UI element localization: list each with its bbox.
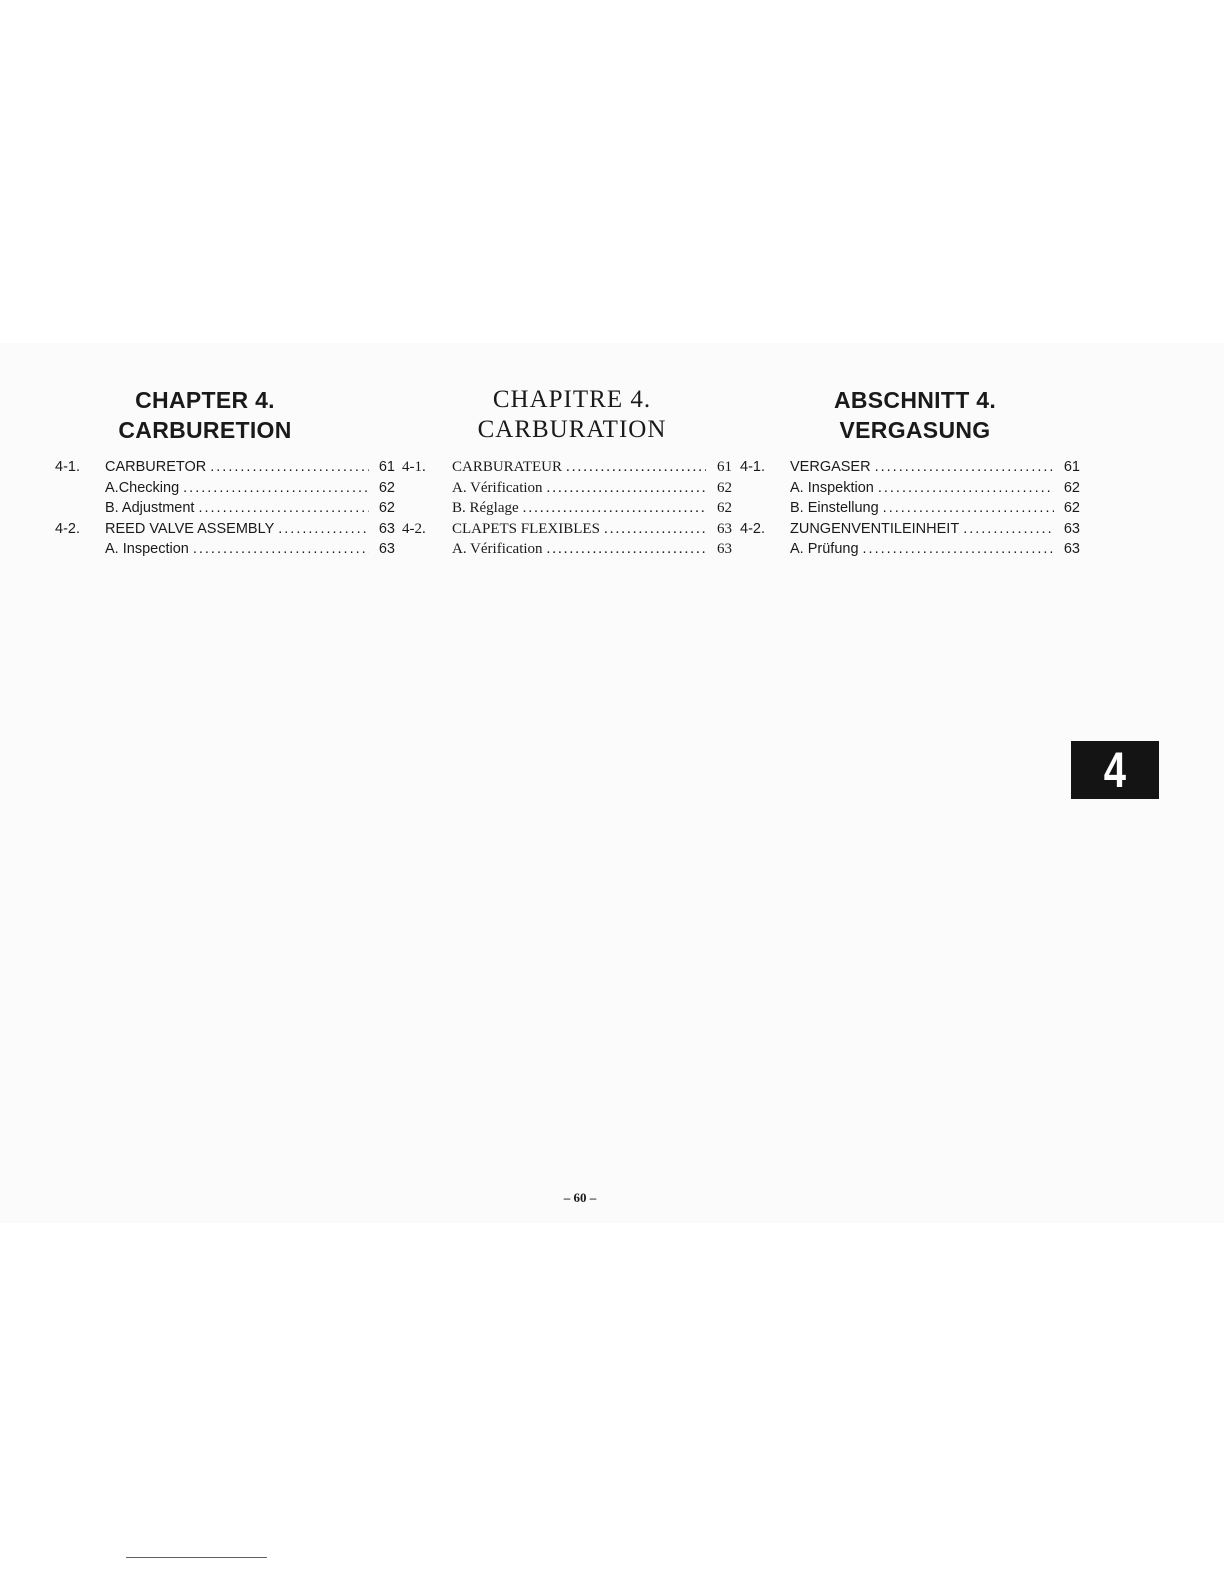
toc-column-french [402, 385, 732, 562]
dot-leader [883, 500, 1054, 516]
toc-entry[interactable] [55, 500, 395, 521]
toc-entry-page: 62 [378, 479, 395, 496]
toc-entry-title: A. Vérification [452, 479, 543, 496]
dot-leader [963, 521, 1054, 537]
toc-entry-title: CARBURATEUR [452, 459, 563, 475]
dot-leader [193, 541, 369, 557]
toc-entry-title: B. Einstellung [790, 500, 879, 516]
toc-entry[interactable] [402, 480, 732, 501]
toc-entry[interactable] [740, 521, 1080, 542]
toc-entry[interactable] [402, 521, 732, 542]
toc-entry-title: A. Inspection [105, 541, 189, 557]
toc-entry-number: 4-1. [402, 459, 426, 475]
toc-entry[interactable] [740, 480, 1080, 501]
toc-entry[interactable] [740, 541, 1080, 562]
chapter-heading-french [402, 385, 742, 445]
toc-entry-page: 63 [1063, 520, 1080, 537]
toc-entry[interactable] [55, 459, 395, 480]
toc-entry-page: 61 [717, 459, 732, 475]
toc-entry[interactable] [402, 500, 732, 521]
toc-entry[interactable] [740, 500, 1080, 521]
toc-entry-title: REED VALVE ASSEMBLY [105, 520, 275, 537]
toc-list-french [402, 459, 732, 562]
toc-entry[interactable] [55, 521, 395, 542]
chapter-tab-marker [1071, 741, 1159, 799]
toc-list-german [740, 459, 1080, 562]
toc-entry-page: 63 [717, 541, 732, 557]
toc-entry-title: A. Inspektion [790, 479, 874, 496]
toc-entry-number: 4-1. [55, 459, 80, 475]
dot-leader [547, 541, 706, 558]
chapter-heading-line1: ABSCHNITT 4. [833, 387, 997, 413]
dot-leader [183, 480, 369, 496]
chapter-heading-line2: CARBURATION [477, 416, 667, 443]
toc-entry-title: A. Prüfung [790, 541, 859, 557]
dot-leader [863, 541, 1054, 557]
toc-entry-number: 4-2. [402, 520, 426, 537]
dot-leader [278, 521, 369, 537]
toc-entry-page: 63 [717, 520, 732, 537]
dot-leader [878, 480, 1054, 496]
dot-leader [198, 500, 369, 516]
toc-list-english [55, 459, 395, 562]
toc-entry[interactable] [402, 459, 732, 480]
toc-entry-page: 62 [717, 500, 732, 516]
dot-leader [547, 480, 706, 497]
toc-entry-title: B. Adjustment [105, 500, 195, 516]
toc-entry-page: 63 [1063, 541, 1080, 557]
toc-entry-title: CLAPETS FLEXIBLES [452, 520, 600, 537]
toc-entry-page: 62 [1063, 500, 1080, 516]
dot-leader [523, 500, 706, 517]
toc-entry-title: CARBURETOR [105, 459, 207, 475]
chapter-heading-line1: CHAPTER 4. [135, 387, 275, 413]
toc-entry[interactable] [740, 459, 1080, 480]
toc-column-english [55, 385, 395, 562]
toc-entry[interactable] [55, 480, 395, 501]
toc-entry-title: A.Checking [105, 479, 180, 496]
dot-leader [604, 521, 706, 538]
toc-entry-number: 4-2. [55, 520, 80, 537]
toc-entry-number: 4-1. [740, 459, 765, 475]
bottom-rule-line [126, 1557, 267, 1558]
toc-entry-page: 63 [378, 541, 395, 557]
toc-entry-page: 62 [717, 479, 732, 496]
toc-entry-page: 62 [378, 500, 395, 516]
toc-entry-page: 61 [378, 459, 395, 475]
chapter-tab-number: 4 [1103, 742, 1127, 798]
chapter-heading-english [55, 385, 355, 445]
toc-entry-page: 61 [1063, 459, 1080, 475]
toc-entry[interactable] [402, 541, 732, 562]
chapter-heading-line2: CARBURETION [118, 417, 292, 443]
toc-entry-page: 63 [378, 520, 395, 537]
dot-leader [875, 459, 1054, 475]
toc-entry-number: 4-2. [740, 520, 765, 537]
toc-entry-page: 62 [1063, 479, 1080, 496]
toc-entry-title: A. Vérification [452, 541, 543, 557]
dot-leader [210, 459, 369, 475]
toc-entry-title: VERGASER [790, 459, 871, 475]
toc-column-german [740, 385, 1080, 562]
toc-entry-title: B. Réglage [452, 500, 519, 516]
chapter-heading-german [740, 385, 1090, 445]
dot-leader [566, 459, 706, 476]
page-number: – 60 – [563, 1190, 597, 1205]
toc-entry[interactable] [55, 541, 395, 562]
chapter-heading-line2: VERGASUNG [839, 417, 991, 443]
chapter-heading-line1: CHAPITRE 4. [492, 386, 652, 413]
toc-entry-title: ZUNGENVENTILEINHEIT [790, 520, 960, 537]
